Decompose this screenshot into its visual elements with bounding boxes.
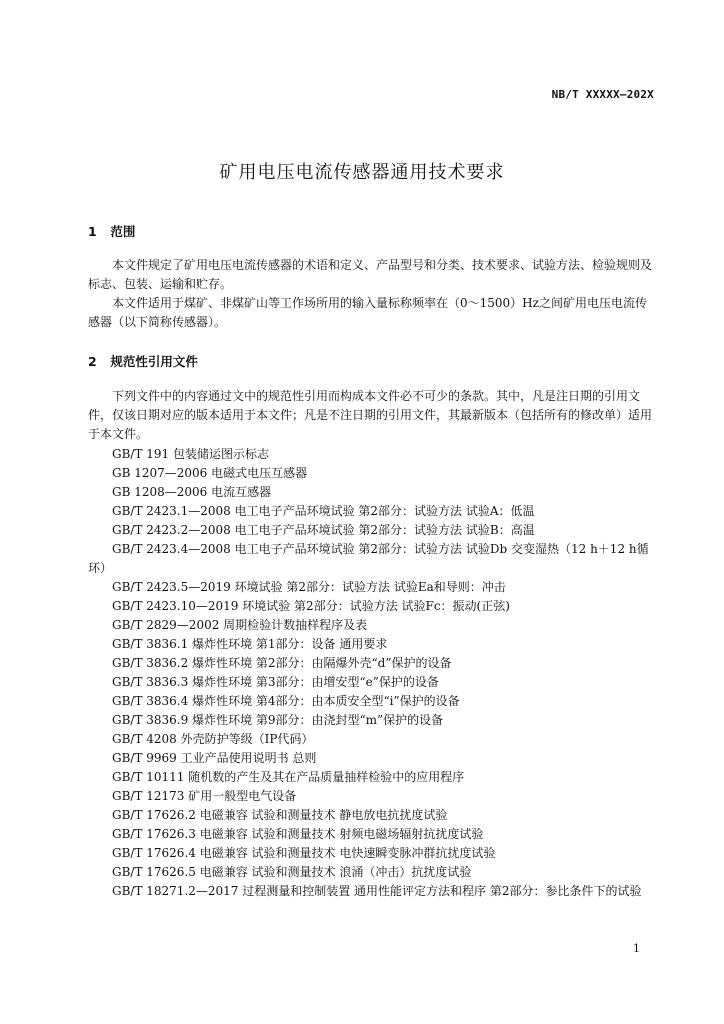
reference-item: GB 1207—2006 电磁式电压互感器	[112, 466, 308, 480]
reference-item: GB/T 2423.2—2008 电工电子产品环境试验 第2部分：试验方法 试验B：高温	[112, 523, 535, 537]
scope-paragraph-1: 本文件规定了矿用电压电流传感器的术语和定义、产品型号和分类、技术要求、试验方法、检验规则及标志、包装、运输和贮存。	[88, 258, 653, 291]
reference-item: GB/T 18271.2—2017 过程测量和控制装置 通用性能评定方法和程序 第2部分：参比条件下的试验	[112, 884, 642, 898]
reference-item: GB/T 2423.10—2019 环境试验 第2部分：试验方法 试验Fc：振动(正弦)	[112, 599, 510, 613]
section-2-number: 2	[88, 354, 97, 369]
reference-item: GB/T 17626.3 电磁兼容 试验和测量技术 射频电磁场辐射抗扰度试验	[112, 827, 484, 841]
section-2-title: 规范性引用文件	[110, 354, 198, 369]
reference-item: GB/T 2423.1—2008 电工电子产品环境试验 第2部分：试验方法 试验A：低温	[112, 504, 535, 518]
section-1-title: 范围	[110, 224, 136, 239]
section-1-heading	[88, 222, 135, 240]
scope-paragraph-2: 本文件适用于煤矿、非煤矿山等工作场所用的输入量标称频率在（0～1500）Hz之间矿用电压电流传感器（以下简称传感器）。	[88, 296, 647, 329]
section-2-intro	[88, 387, 656, 444]
reference-item: GB/T 3836.4 爆炸性环境 第4部分：由本质安全型“i”保护的设备	[112, 694, 460, 708]
reference-item: GB/T 12173 矿用一般型电气设备	[112, 789, 297, 803]
reference-item: GB/T 17626.4 电磁兼容 试验和测量技术 电快速瞬变脉冲群抗扰度试验	[112, 846, 496, 860]
reference-item: GB/T 3836.3 爆炸性环境 第3部分：由增安型“e”保护的设备	[112, 675, 439, 689]
section-1-number: 1	[88, 224, 97, 239]
reference-item: GB 1208—2006 电流互感器	[112, 485, 272, 499]
reference-item: GB/T 191 包装储运图示标志	[112, 447, 269, 461]
reference-item: GB/T 2829—2002 周期检验计数抽样程序及表	[112, 618, 368, 632]
reference-item: GB/T 17626.2 电磁兼容 试验和测量技术 静电放电抗扰度试验	[112, 808, 448, 822]
reference-list	[88, 445, 658, 901]
reference-item: GB/T 2423.5—2019 环境试验 第2部分：试验方法 试验Ea和导则：冲击	[112, 580, 506, 594]
reference-item: GB/T 17626.5 电磁兼容 试验和测量技术 浪涌（冲击）抗扰度试验	[112, 865, 472, 879]
document-title: 矿用电压电流传感器通用技术要求	[219, 162, 505, 183]
section-2-heading	[88, 352, 198, 370]
reference-item: GB/T 3836.9 爆炸性环境 第9部分：由浇封型“m”保护的设备	[112, 713, 444, 727]
reference-item: GB/T 4208 外壳防护等级（IP代码）	[112, 732, 314, 746]
reference-item: GB/T 2423.4—2008 电工电子产品环境试验 第2部分：试验方法 试验Db 交变湿热（12 h＋12 h循环）	[88, 542, 649, 575]
references-intro: 下列文件中的内容通过文中的规范性引用而构成本文件必不可少的条款。其中，凡是注日期的引用文件，仅该日期对应的版本适用于本文件；凡是不注日期的引用文件，其最新版本（包括所有的修改单）适用于本文件。	[88, 389, 653, 441]
reference-item: GB/T 3836.2 爆炸性环境 第2部分：由隔爆外壳“d”保护的设备	[112, 656, 452, 670]
section-1-body	[88, 256, 656, 332]
page-number: 1	[633, 942, 640, 955]
reference-item: GB/T 10111 随机数的产生及其在产品质量抽样检验中的应用程序	[112, 770, 465, 784]
reference-item: GB/T 9969 工业产品使用说明书 总则	[112, 751, 317, 765]
reference-item: GB/T 3836.1 爆炸性环境 第1部分：设备 通用要求	[112, 637, 388, 651]
standard-code: NB/T XXXXX—202X	[551, 88, 654, 101]
